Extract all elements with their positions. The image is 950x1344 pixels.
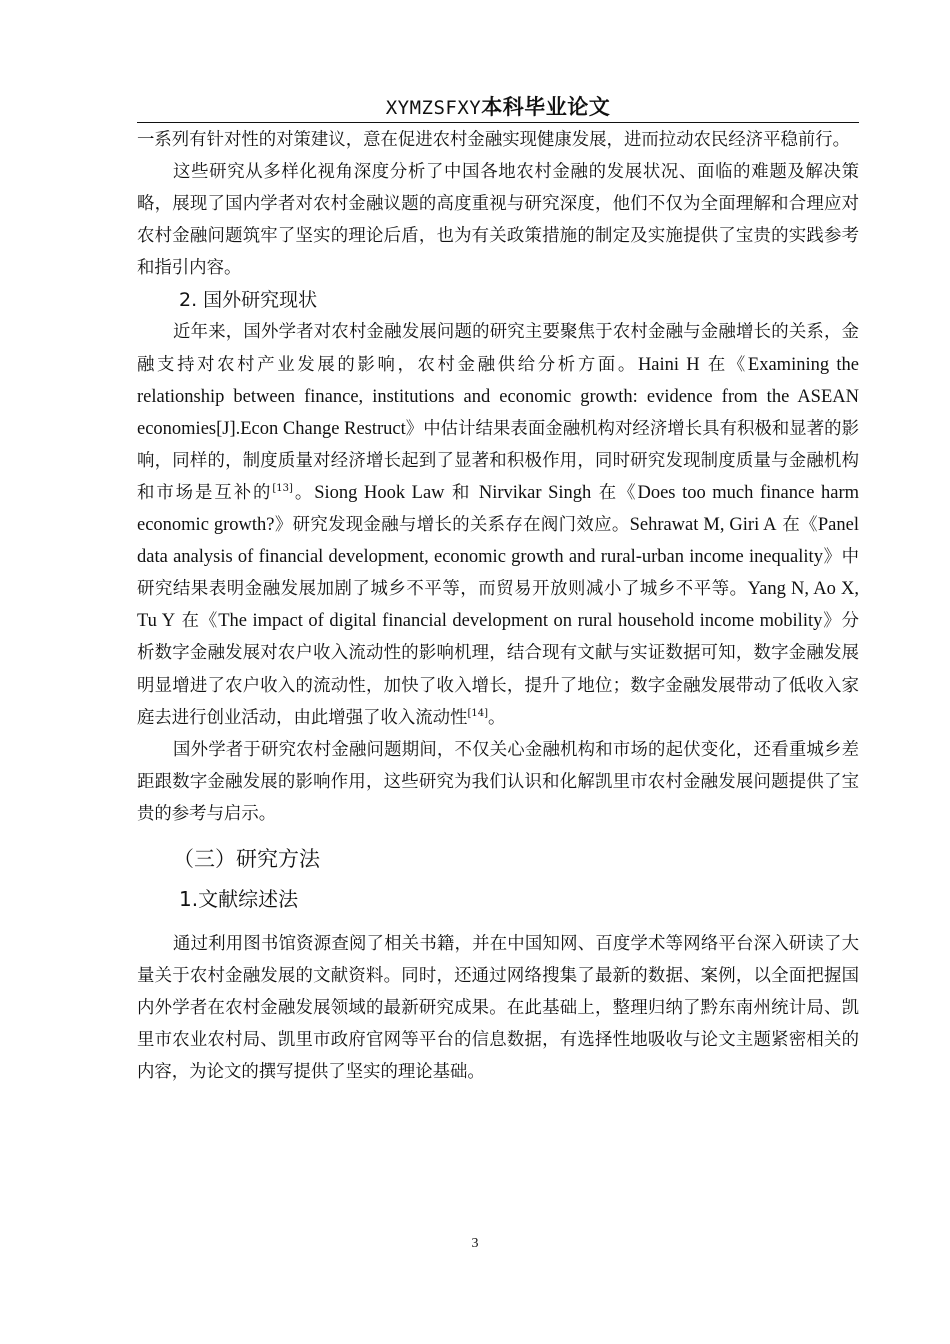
header-code: XYMZSFXY — [385, 97, 482, 119]
page-number: 3 — [471, 1236, 479, 1251]
citation-13: [13] — [272, 483, 293, 495]
heading-literature-review: 1.文献综述法 — [179, 886, 299, 911]
page-header — [137, 95, 859, 120]
author-name: Sehrawat M, Giri A — [629, 515, 777, 536]
text-segment: 在《 — [699, 354, 748, 375]
text-segment: 。 — [292, 482, 315, 503]
text-segment: 》中估计结果表面金融机构对经济增长具有积极和显著的影响，同样的，制度质量对经济增长起到了显著和积极作用，同时研究发现制度质量与金融机构和市场是互补的 — [137, 418, 859, 503]
text-segment: 》分析数字金融发展对农户收入流动性的影响机理，结合现有文献与实证数据可知，数字金融发展明显增进了农户收入的流动性，加快了收入增长，提升了地位；数字金融发展带动了低收入家庭去进行创业活动，由此增强了收入流动性 — [137, 611, 859, 728]
paragraph-domestic-summary: 这些研究从多样化视角深度分析了中国各地农村金融的发展状况、面临的难题及解决策略，展现了国内学者对农村金融议题的高度重视与研究深度，他们不仅为全面理解和合理应对农村金融问题筑牢了坚实的理论后盾，也为有关政策措施的制定及实施提供了宝贵的实践参考和指引内容。 — [137, 162, 859, 279]
author-name: Haini H — [637, 354, 700, 375]
heading-research-methods: （三）研究方法 — [173, 846, 320, 871]
text-segment: 在《 — [591, 482, 638, 503]
paper-title: Panel data analysis of financial development, economic growth and rural-urban income inequality — [137, 515, 859, 568]
document-body — [137, 124, 859, 1088]
paragraph-continued: 一系列有针对性的对策建议，意在促进农村金融实现健康发展，进而拉动农民经济平稳前行。 — [137, 130, 851, 150]
text-segment: 在《 — [776, 515, 818, 536]
paragraph-literature-method: 通过利用图书馆资源查阅了相关书籍，并在中国知网、百度学术等网络平台深入研读了大量关于农村金融发展的文献资料。同时，还通过网络搜集了最新的数据、案例，以全面把握国内外学者在农村金融发展领域的最新研究成果。在此基础上，整理归纳了黔东南州统计局、凯里市农业农村局、凯里市政府官网等平台的信息数据，有选择性地吸收与论文主题紧密相关的内容，为论文的撰写提供了坚实的理论基础。 — [137, 933, 859, 1083]
text-segment: 近年来，国外学者对农村金融发展问题的研究主要聚焦于农村金融与金融增长的关系，金融支持对农村产业发展的影响，农村金融供给分析方面。 — [137, 322, 859, 375]
paragraph-foreign-research — [137, 316, 859, 733]
paper-title: Examining the relationship between finance, institutions and economic growth: evidence from the ASEAN economies[J].Econ Change Restruct — [137, 354, 859, 439]
header-rule — [137, 122, 859, 123]
text-segment: 。 — [487, 707, 506, 728]
text-segment: 和 — [444, 482, 479, 503]
paper-title: The impact of digital financial development on rural household income mobility — [218, 611, 823, 632]
heading-foreign-research: 2. 国外研究现状 — [179, 289, 318, 312]
author-name: Yang N, Ao X, Tu Y — [137, 579, 860, 632]
citation-14: [14] — [467, 707, 488, 719]
header-title: 本科毕业论文 — [481, 95, 611, 119]
author-name: Nirvikar Singh — [478, 482, 592, 503]
text-segment: 在《 — [175, 611, 219, 632]
paper-title: Does too much finance harm economic growth? — [137, 482, 859, 536]
text-segment: 》研究发现金融与增长的关系存在阀门效应。 — [274, 515, 630, 536]
paragraph-foreign-summary: 国外学者于研究农村金融问题期间，不仅关心金融机构和市场的起伏变化，还看重城乡差距跟数字金融发展的影响作用，这些研究为我们认识和化解凯里市农村金融发展问题提供了宝贵的参考与启示。 — [137, 739, 859, 824]
text-segment: 》中研究结果表明金融发展加剧了城乡不平等，而贸易开放则减小了城乡不平等。 — [137, 547, 859, 600]
author-name: Siong Hook Law — [314, 482, 445, 503]
